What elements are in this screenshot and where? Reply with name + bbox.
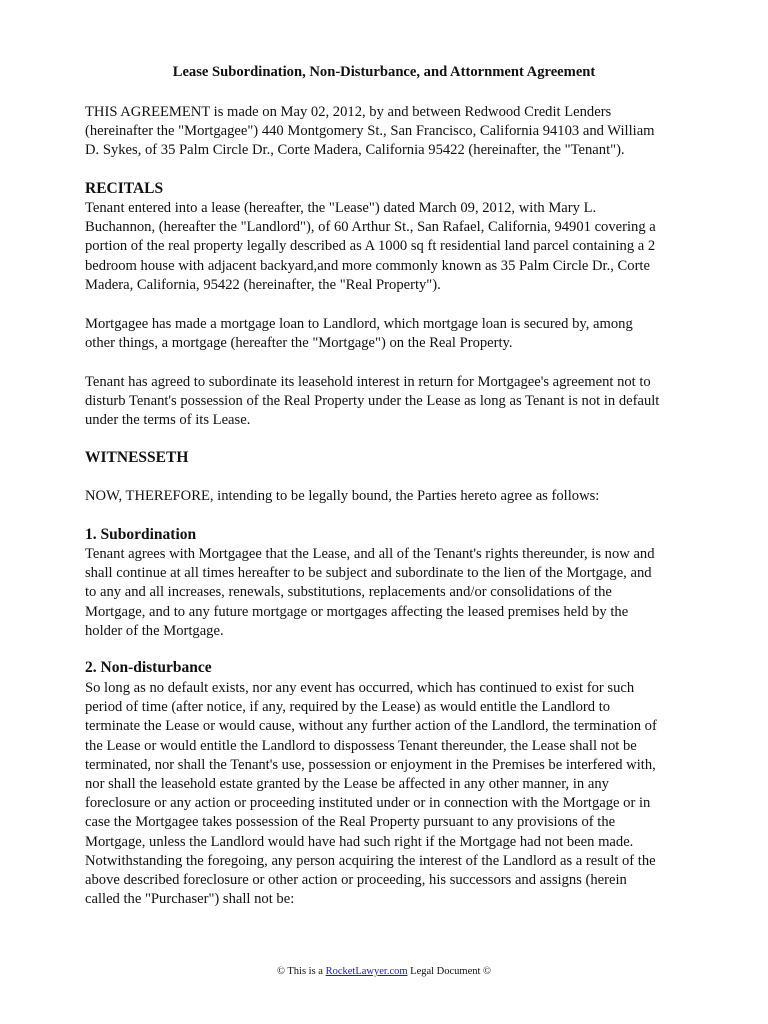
non-disturbance-line: the Lease or would entitle the Landlord to dispossess Tenant thereunder, the Lease shall not be — [85, 737, 637, 754]
subordination-line: Tenant agrees with Mortgagee that the Lease, and all of the Tenant's rights thereunder, is now and — [85, 546, 655, 562]
recitals-line: portion of the real property legally described as A 1000 sq ft residential land parcel containing a 2 — [85, 238, 656, 255]
footer-prefix: © This is a — [276, 966, 326, 977]
recitals-line: disturb Tenant's possession of the Real Property under the Lease as long as Tenant is not in default — [85, 393, 660, 410]
recitals-paragraph-2 — [85, 315, 685, 353]
document-title: Lease Subordination, Non-Disturbance, and Attornment Agreement — [172, 64, 596, 80]
non-disturbance-line: case the Mortgagee takes possession of the Real Property pursuant to any provisions of the — [85, 814, 616, 831]
non-disturbance-heading: 2. Non-disturbance — [85, 659, 212, 676]
non-disturbance-line: period of time (after notice, if any, required by the Lease) as would entitle the Landlord to — [85, 699, 611, 716]
recitals-heading: RECITALS — [85, 180, 164, 197]
intro-line: THIS AGREEMENT is made on May 02, 2012, by and between Redwood Credit Lenders — [85, 104, 612, 120]
non-disturbance-line: So long as no default exists, nor any event has occurred, which has continued to exist for such — [85, 680, 635, 696]
recitals-line: Madera, California, 95422 (hereinafter, the "Real Property"). — [85, 276, 441, 293]
witnesseth-heading: WITNESSETH — [85, 449, 189, 466]
subordination-line: holder of the Mortgage. — [85, 622, 224, 639]
subordination-line: to any and all increases, renewals, substitutions, replacements and/or consolidations of the — [85, 584, 612, 601]
non-disturbance-paragraph — [85, 679, 685, 909]
subordination-line: Mortgage, and to any future mortgage or mortgages affecting the leased premises held by the — [85, 603, 629, 620]
non-disturbance-line: called the "Purchaser") shall not be: — [85, 891, 295, 908]
subordination-paragraph — [85, 545, 685, 641]
intro-line: (hereinafter the "Mortgagee") 440 Montgomery St., San Francisco, California 94103 and William — [85, 123, 655, 140]
subordination-line: shall continue at all times hereafter to be subject and subordinate to the lien of the Mortgage, and — [85, 565, 652, 582]
non-disturbance-line: Mortgage, unless the Landlord would have had such right if the Mortgage had not been made. — [85, 833, 634, 850]
recitals-line: Tenant has agreed to subordinate its leasehold interest in return for Mortgagee's agreement not to — [85, 374, 651, 390]
recitals-line: other things, a mortgage (hereafter the "Mortgage") on the Real Property. — [85, 335, 513, 352]
non-disturbance-line: foreclosure or any action or proceeding instituted under or in connection with the Mortgage or in — [85, 795, 651, 812]
rocketlawyer-link[interactable]: RocketLawyer.com — [325, 966, 408, 977]
subordination-heading: 1. Subordination — [85, 526, 197, 543]
non-disturbance-line: terminate the Lease or would cause, without any further action of the Landlord, the termination of — [85, 718, 657, 735]
intro-paragraph — [85, 103, 685, 161]
recitals-line: bedroom house with adjacent backyard,and more commonly known as 35 Palm Circle Dr., Corte — [85, 257, 650, 274]
non-disturbance-line: nor shall the leasehold estate granted by the Lease be affected in any other manner, in any — [85, 776, 609, 793]
document-footer — [0, 966, 768, 977]
non-disturbance-line: Notwithstanding the foregoing, any person acquiring the interest of the Landlord as a result of the — [85, 852, 656, 869]
recitals-line: Buchannon, (hereafter the "Landlord"), of 60 Arthur St., San Rafael, California, 94901 covering a — [85, 219, 656, 236]
recitals-line: under the terms of its Lease. — [85, 412, 251, 429]
non-disturbance-line: above described foreclosure or other action or proceeding, his successors and assigns (herein — [85, 872, 627, 889]
recitals-line: Mortgagee has made a mortgage loan to Landlord, which mortgage loan is secured by, among — [85, 316, 633, 332]
footer-suffix: Legal Document © — [407, 966, 492, 977]
recitals-paragraph-1 — [85, 199, 685, 295]
intro-line: D. Sykes, of 35 Palm Circle Dr., Corte Madera, California 95422 (hereinafter, the "Tenant"). — [85, 142, 625, 159]
recitals-line: Tenant entered into a lease (hereafter, the "Lease") dated March 09, 2012, with Mary L. — [85, 200, 597, 216]
recitals-paragraph-3 — [85, 373, 685, 431]
witnesseth-text: NOW, THEREFORE, intending to be legally bound, the Parties hereto agree as follows: — [85, 488, 600, 504]
non-disturbance-line: terminated, nor shall the Tenant's use, possession or enjoyment in the Premises be interfered with, — [85, 756, 656, 773]
